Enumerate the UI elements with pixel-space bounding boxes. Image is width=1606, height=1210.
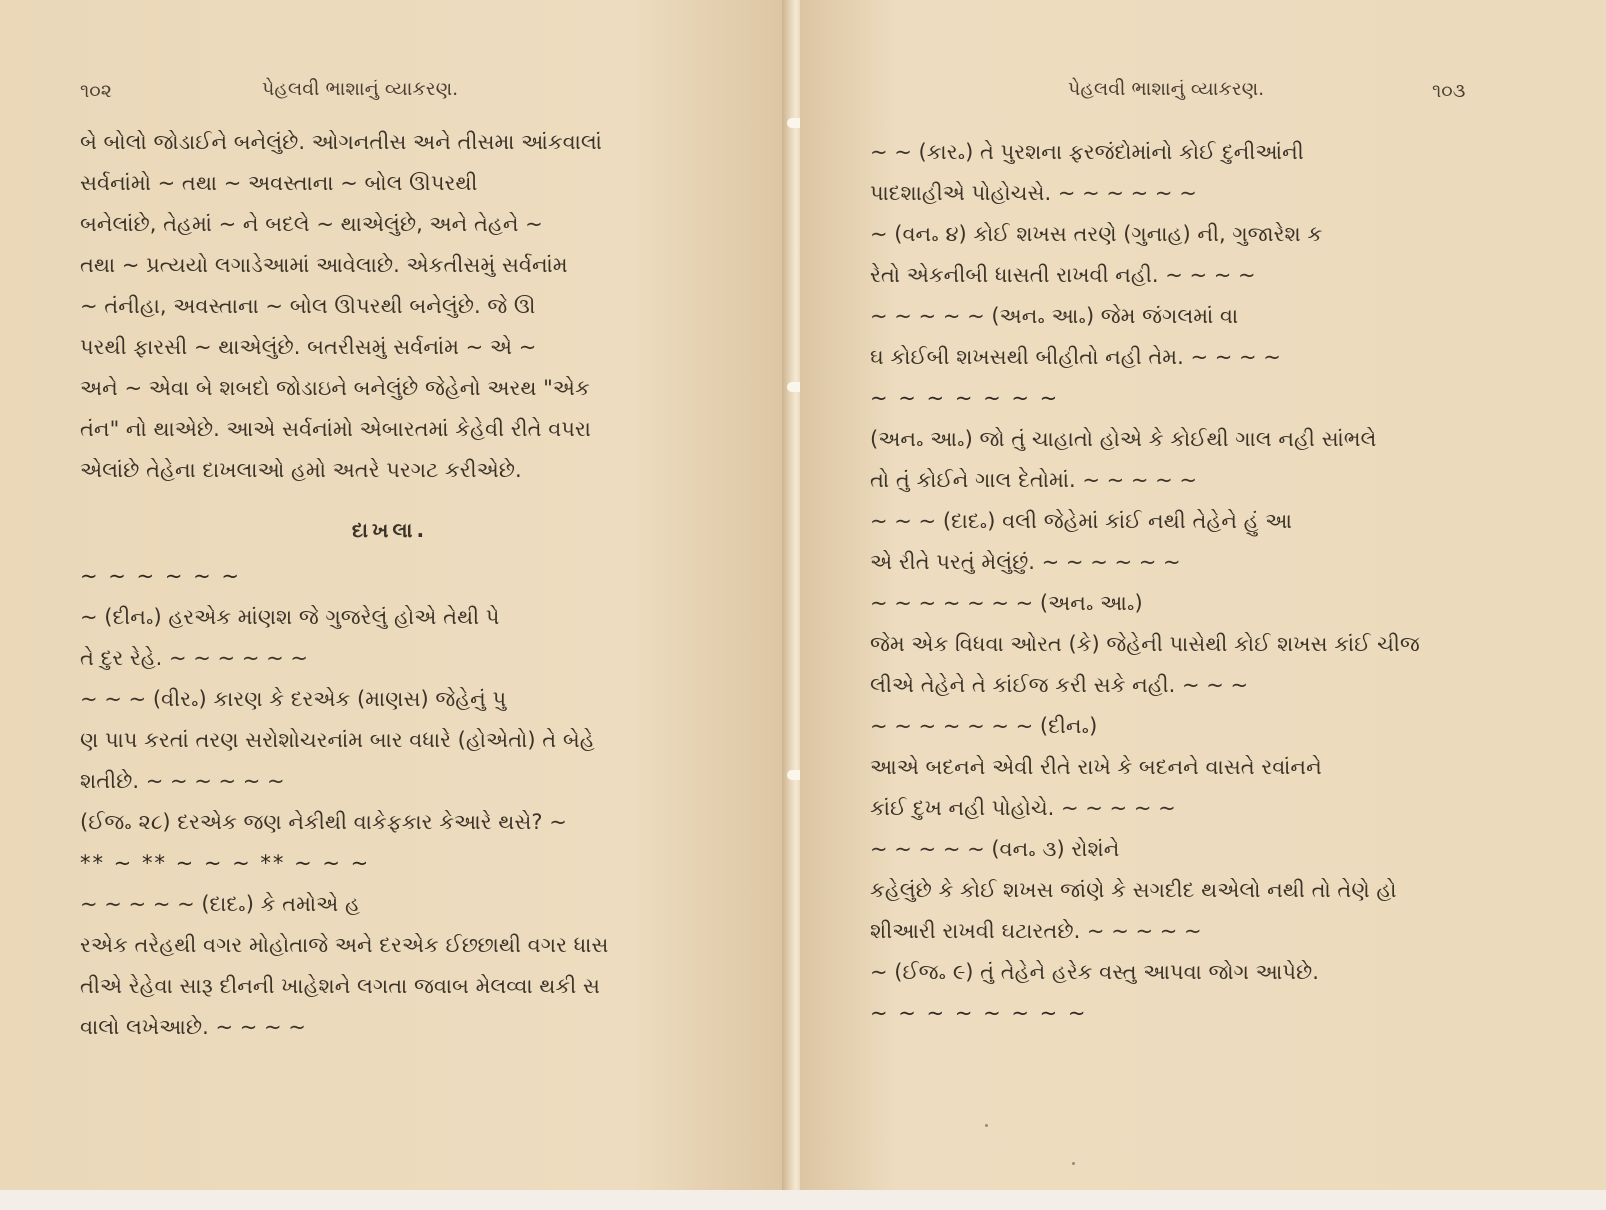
scan-bottom-edge bbox=[0, 1190, 1606, 1210]
text-line: આએ બદનને એવી રીતે રાખે કે બદનને વાસતે રવાંનને bbox=[870, 755, 1322, 779]
text-line: સર્વનાંમો ~ તથા ~ અવસ્તાના ~ બોલ ઊપરથી bbox=[80, 171, 478, 195]
text-line: ~ ~ ~ ~ ~ (વન૰ ૩) રોશંને bbox=[870, 837, 1120, 861]
text-line: ~ ~ (કાર૰) તે પુરશના ફરજંદોમાંનો કોઈ દુનીઆંની bbox=[870, 140, 1304, 164]
text-line: ** ~ ** ~ ~ ~ ** ~ ~ ~ bbox=[80, 851, 371, 875]
left-text-block-2 bbox=[80, 556, 700, 1048]
text-line: તંન" નો થાએછે. આએ સર્વનાંમો એબારતમાં કેહેવી રીતે વપરા bbox=[80, 417, 591, 441]
text-line: રએક તરેહથી વગર મોહોતાજે અને દરએક ઈછ્છાથી વગર ધાસ bbox=[80, 933, 609, 957]
text-line: પરથી ફારસી ~ થાએલુંછે. બતરીસમું સર્વનાંમ ~ એ ~ bbox=[80, 335, 537, 359]
text-line: રેતો એકનીબી ધાસતી રાખવી નહી. ~ ~ ~ ~ bbox=[870, 263, 1256, 287]
left-page bbox=[0, 0, 790, 1190]
text-line: બે બોલો જોડાઈને બનેલુંછે. ઓગનતીસ અને તીસમા આંકવાલાં bbox=[80, 130, 602, 154]
text-line: ~ (ઈજ૰ ૯) તું તેહેને હરેક વસ્તુ આપવા જોગ આપેછે. bbox=[870, 960, 1319, 984]
text-line: એ રીતે પરતું મેલુંછું. ~ ~ ~ ~ ~ ~ bbox=[870, 550, 1181, 574]
text-line: પાદશાહીએ પોહોચસે. ~ ~ ~ ~ ~ ~ bbox=[870, 181, 1197, 205]
text-line: ~ ~ ~ ~ ~ ~ ~ bbox=[870, 386, 1060, 410]
right-text-block bbox=[870, 132, 1480, 1034]
text-line: (અન૰ આ૰) જો તું ચાહાતો હોએ કે કોઈથી ગાલ નહી સાંભલે bbox=[870, 427, 1377, 451]
text-line: જેમ એક વિધવા ઓરત (કે) જેહેની પાસેથી કોઈ શખસ કાંઈ ચીજ bbox=[870, 632, 1420, 656]
text-line: ~ ~ ~ ~ ~ (દાદ૰) કે તમોએ હ bbox=[80, 892, 360, 916]
paper-speck bbox=[1072, 1162, 1075, 1165]
text-line: કાંઈ દુખ નહી પોહોચે. ~ ~ ~ ~ ~ bbox=[870, 796, 1176, 820]
text-line: અને ~ એવા બે શબદો જોડાઇને બનેલુંછે જેહેનો અરથ "એક bbox=[80, 376, 590, 400]
left-running-header: પેહલવી ભાશાનું વ્યાકરણ. bbox=[262, 78, 459, 100]
left-text-block-1 bbox=[80, 122, 700, 491]
text-line: તીએ રેહેવા સારૂ દીનની ખાહેશને લગતા જવાબ મેલવ્વા થકી સ bbox=[80, 974, 600, 998]
examples-heading: દાખલા. bbox=[351, 518, 429, 542]
text-line: ~ (વન૰ ૪) કોઈ શખસ તરણે (ગુનાહ) ની, ગુજારેશ ક bbox=[870, 222, 1323, 246]
text-line: વાલો લખેઆછે. ~ ~ ~ ~ bbox=[80, 1015, 306, 1039]
text-line: ~ ~ ~ (વીર૰) કારણ કે દરએક (માણસ) જેહેનું પુ bbox=[80, 687, 507, 711]
text-line: શીઆરી રાખવી ઘટારતછે. ~ ~ ~ ~ ~ bbox=[870, 919, 1202, 943]
text-line: ~ (દીન૰) હરએક માંણશ જે ગુજરેલું હોએ તેથી પે bbox=[80, 605, 500, 629]
text-line: એલાંછે તેહેના દાખલાઓ હમો અતરે પરગટ કરીએછે. bbox=[80, 458, 522, 482]
right-running-header: પેહલવી ભાશાનું વ્યાકરણ. bbox=[1068, 78, 1265, 100]
text-line: બનેલાંછે, તેહમાં ~ ને બદલે ~ થાએલુંછે, અને તેહને ~ bbox=[80, 212, 543, 236]
text-line: ~ ~ ~ ~ ~ ~ ~ (અન૰ આ૰) bbox=[870, 591, 1143, 615]
text-line: તથા ~ પ્રત્યયો લગાડેઆમાં આવેલાછે. એકતીસમું સર્વનાંમ bbox=[80, 253, 568, 277]
right-page-number: ૧૦૩ bbox=[1432, 80, 1466, 102]
text-line: ઘ કોઈબી શખસથી બીહીતો નહી તેમ. ~ ~ ~ ~ bbox=[870, 345, 1281, 369]
text-line: ~ ~ ~ (દાદ૰) વલી જેહેમાં કાંઈ નથી તેહેને હું આ bbox=[870, 509, 1292, 533]
text-line: તે દુર રેહે. ~ ~ ~ ~ ~ ~ bbox=[80, 646, 308, 670]
text-line: ~ ~ ~ ~ ~ ~ ~ ~ bbox=[870, 1001, 1088, 1025]
text-line: ણ પાપ કરતાં તરણ સરોશોચરનાંમ બાર વધારે (હોએતો) તે બેહે bbox=[80, 728, 595, 752]
text-line: (ઈજ૰ ૨૮) દરએક જણ નેકીથી વાકેફકાર કેઆરે થસે? ~ bbox=[80, 810, 567, 834]
text-line: ~ ~ ~ ~ ~ (અન૰ આ૰) જેમ જંગલમાં વા bbox=[870, 304, 1239, 328]
left-page-number: ૧૦૨ bbox=[80, 80, 112, 102]
paper-speck bbox=[985, 1124, 988, 1127]
text-line: કહેલુંછે કે કોઈ શખસ જાંણે કે સગદીદ થએલો નથી તો તેણે હો bbox=[870, 878, 1397, 902]
text-line: ~ તંનીહા, અવસ્તાના ~ બોલ ઊપરથી બનેલુંછે. જે ઊ bbox=[80, 294, 536, 318]
text-line: ~ ~ ~ ~ ~ ~ bbox=[80, 564, 241, 588]
text-line: તો તું કોઈને ગાલ દેતોમાં. ~ ~ ~ ~ ~ bbox=[870, 468, 1197, 492]
text-line: શતીછે. ~ ~ ~ ~ ~ ~ bbox=[80, 769, 285, 793]
right-page bbox=[800, 0, 1606, 1190]
text-line: લીએ તેહેને તે કાંઈજ કરી સકે નહી. ~ ~ ~ bbox=[870, 673, 1249, 697]
text-line: ~ ~ ~ ~ ~ ~ ~ (દીન૰) bbox=[870, 714, 1098, 738]
